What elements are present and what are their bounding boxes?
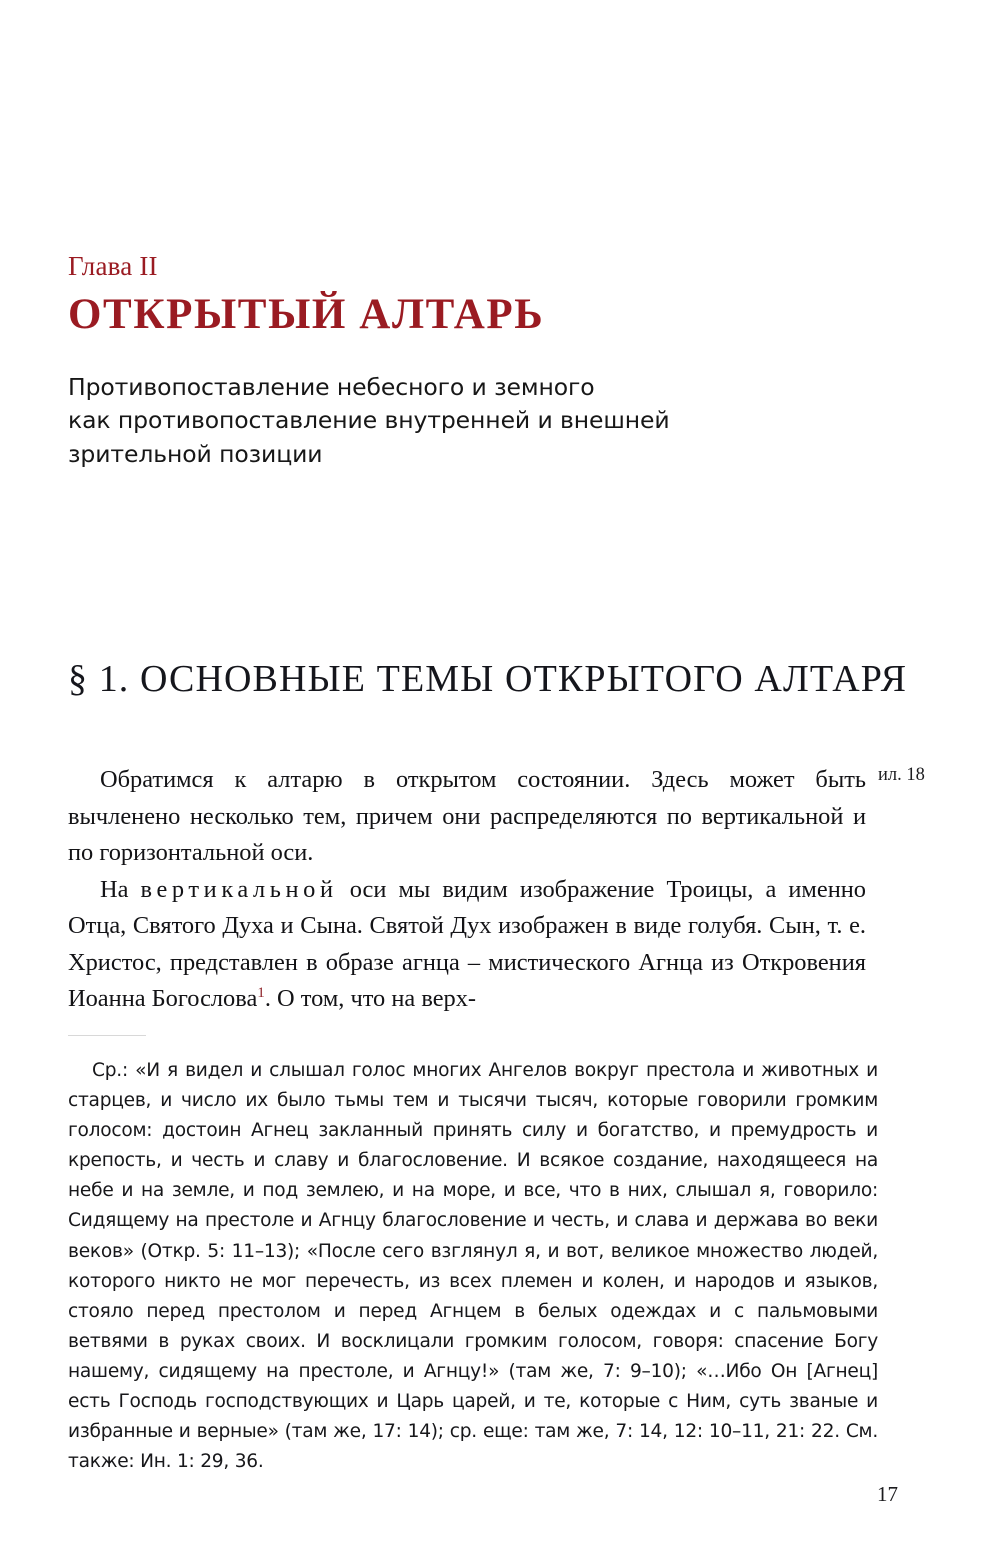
footnote-block: [68, 1056, 878, 1477]
footnote-separator-rule: [68, 1035, 146, 1036]
chapter-subtitle-line-2: как противопоставление внутренней и внешней: [68, 406, 670, 435]
body-paragraph-2-tail: . О том, что на верх-: [264, 985, 477, 1012]
body-text: [68, 762, 866, 1018]
chapter-subtitle-line-1: Противопоставление небесного и земного: [68, 372, 595, 401]
body-paragraph-2: [68, 872, 866, 1018]
chapter-title: ОТКРЫТЫЙ АЛТАРЬ: [68, 290, 545, 338]
body-paragraph-2-main: оси мы видим изображение Троицы, а именно Отца, Святого Духа и Сына. Святой Дух изображен в виде голубя. Сын, т. е. Христос, представлен в образе агнца – мистического Агнца из Откровения Иоанна Богослова: [68, 875, 866, 1012]
chapter-label: Глава II: [68, 251, 158, 281]
page-number: 17: [877, 1482, 898, 1506]
body-paragraph-2-lead: На: [100, 875, 141, 903]
body-emphasis-spaced: вертикальной: [140, 875, 338, 903]
body-paragraph-1: Обратимся к алтарю в открытом состоянии. Здесь может быть вычленено несколько тем, причем они распределяются по вертикальной и по горизонтальной оси.: [68, 766, 866, 866]
chapter-subtitle-line-3: зрительной позиции: [68, 439, 323, 468]
chapter-heading-block: [68, 252, 808, 471]
margin-note-illustration-reference: ил. 18: [878, 765, 925, 785]
footnote-reference-marker[interactable]: 1: [257, 984, 265, 1001]
footnote-text: Ср.: «И я видел и слышал голос многих Ангелов вокруг престола и животных и старцев, и число их было тьмы тем и тысячи тысяч, которые говорили громким голосом: достоин Агнец закланный принять силу и богатство, и премудрость и крепость, и честь и славу и благословение. И всякое создание, находящееся на небе и на земле, и под землею, и на море, и все, что в них, слышал я, говорило: Сидящему на престоле и Агнцу благословение и честь, и слава и держава во веки веков» (Откр. 5: 11–13); «После сего взглянул я, и вот, великое множество людей, которого никто не мог перечесть, из всех племен и колен, и народов и языков, стояло перед престолом и перед Агнцем в белых одеждах и с пальмовыми ветвями в руках своих. И восклицали громким голосом, говоря: спасение Богу нашему, сидящему на престоле, и Агнцу!» (там же, 7: 9–10); «…Ибо Он [Агнец] есть Господь господствующих и Царь царей, и те, которые с Ним, суть званые и избранные и верные» (там же, 17: 14); ср. еще: там же, 7: 14, 12: 10–11, 21: 22. См. также: Ин. 1: 29, 36.: [68, 1060, 878, 1473]
section-heading: § 1. ОСНОВНЫЕ ТЕМЫ ОТКРЫТОГО АЛТАРЯ: [68, 657, 908, 700]
chapter-subtitle: [68, 371, 808, 471]
